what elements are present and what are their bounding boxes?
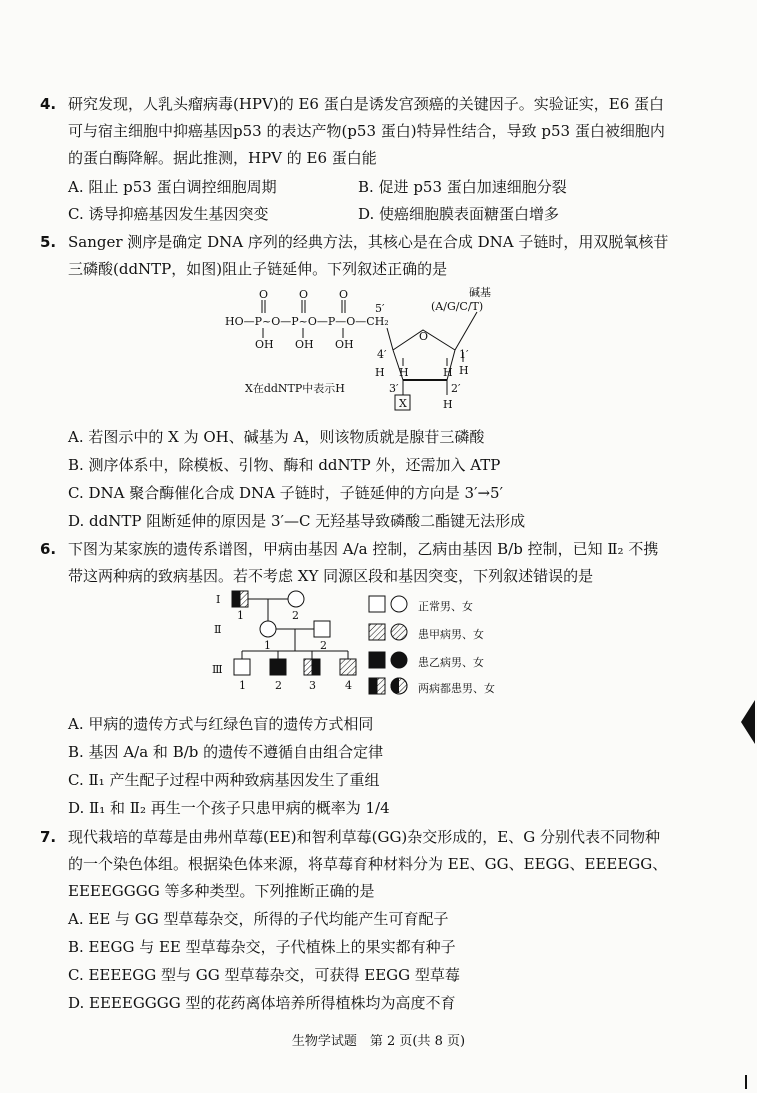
base-label: 碱基	[469, 286, 491, 299]
individual-number: 2	[320, 639, 327, 652]
phosphate-oxygen: O	[339, 288, 349, 301]
question-number: 7.	[40, 828, 57, 846]
question-number: 5.	[40, 233, 57, 251]
option-b: B. 测序体系中，除模板、引物、酶和 ddNTP 外，还需加入 ATP	[68, 456, 501, 474]
option-b: B. EEGG 与 EE 型草莓杂交，子代植株上的果实都有种子	[68, 938, 456, 956]
carbon-3-label: 3′	[389, 382, 399, 395]
option-a: A. 甲病的遗传方式与红绿色盲的遗传方式相同	[68, 715, 374, 733]
individual-number: 2	[292, 609, 299, 622]
individual-number: 4	[345, 679, 352, 692]
binding-arrow-icon	[741, 700, 755, 744]
question-text: 研究发现，人乳头瘤病毒(HPV)的 E6 蛋白是诱发宫颈癌的关键因子。实验证实，E6 蛋白	[68, 95, 665, 113]
x-note: X在ddNTP中表示H	[245, 382, 345, 395]
question-text: 可与宿主细胞中抑癌基因p53 的表达产物(p53 蛋白)特异性结合，导致 p53 蛋白被细胞内	[68, 122, 665, 140]
question-text: EEEEGGGG 等多种类型。下列推断正确的是	[68, 882, 375, 900]
phosphate-chain-formula: HO—P~O—P~O—P—O—CH₂	[225, 315, 389, 328]
individual-number: 1	[264, 639, 271, 652]
legend-normal: 正常男、女	[418, 600, 473, 613]
question-number: 6.	[40, 540, 57, 558]
option-b: B. 促进 p53 蛋白加速细胞分裂	[358, 178, 567, 196]
hydrogen-atom: H	[375, 366, 385, 379]
generation-label: Ⅰ	[216, 593, 221, 606]
hydroxyl-group: OH	[295, 338, 314, 351]
question-text: 现代栽培的草莓是由弗州草莓(EE)和智利草莓(GG)杂交形成的，E、G 分别代表不同物种	[68, 828, 660, 846]
carbon-2-label: 2′	[451, 382, 461, 395]
hydroxyl-group: OH	[335, 338, 354, 351]
option-c: C. 诱导抑癌基因发生基因突变	[68, 205, 269, 223]
individual-number: 3	[309, 679, 316, 692]
hydroxyl-group: OH	[255, 338, 274, 351]
carbon-5-label: 5′	[375, 302, 385, 315]
hydrogen-atom: H	[443, 398, 453, 411]
generation-label: Ⅱ	[214, 623, 222, 636]
option-a: A. 阻止 p53 蛋白调控细胞周期	[68, 178, 277, 196]
carbon-1-label: 1′	[459, 348, 469, 361]
individual-number: 2	[275, 679, 282, 692]
question-text: 带这两种病的致病基因。若不考虑 XY 同源区段和基因突变，下列叙述错误的是	[68, 567, 594, 585]
question-text: 下图为某家族的遗传系谱图，甲病由基因 A/a 控制，乙病由基因 B/b 控制，已知 Ⅱ₂ 不携	[68, 540, 659, 558]
individual-number: 1	[237, 609, 244, 622]
legend-disease-a: 患甲病男、女	[418, 628, 484, 641]
legend-both: 两病都患男、女	[418, 682, 495, 695]
individual-number: 1	[239, 679, 246, 692]
option-c: C. EEEEGG 型与 GG 型草莓杂交，可获得 EEGG 型草莓	[68, 966, 460, 984]
question-number: 4.	[40, 95, 57, 113]
option-d: D. ddNTP 阻断延伸的原因是 3′—C 无羟基导致磷酸二酯键无法形成	[68, 512, 526, 530]
ddntp-structure-diagram	[215, 280, 545, 420]
x-substituent: X	[399, 397, 407, 410]
pedigree-legend-symbols	[368, 593, 412, 703]
ring-oxygen: O	[419, 330, 429, 343]
page-footer: 生物学试题 第 2 页(共 8 页)	[291, 1034, 466, 1049]
carbon-4-label: 4′	[377, 348, 387, 361]
option-d: D. 使癌细胞膜表面糖蛋白增多	[358, 205, 560, 223]
option-d: D. Ⅱ₁ 和 Ⅱ₂ 再生一个孩子只患甲病的概率为 1/4	[68, 799, 390, 817]
option-c: C. Ⅱ₁ 产生配子过程中两种致病基因发生了重组	[68, 771, 380, 789]
option-a: A. 若图示中的 X 为 OH、碱基为 A，则该物质就是腺苷三磷酸	[68, 428, 485, 446]
phosphate-oxygen: O	[259, 288, 269, 301]
hydrogen-atom: H	[459, 364, 469, 377]
pedigree-chart	[210, 585, 370, 710]
phosphate-oxygen: O	[299, 288, 309, 301]
edge-line	[745, 1075, 747, 1089]
option-c: C. DNA 聚合酶催化合成 DNA 子链时，子链延伸的方向是 3′→5′	[68, 484, 503, 502]
question-text: 的一个染色体组。根据染色体来源，将草莓育种材料分为 EE、GG、EEGG、EEEEGG、	[68, 855, 668, 873]
question-text: 三磷酸(ddNTP，如图)阻止子链延伸。下列叙述正确的是	[68, 260, 448, 278]
hydrogen-atom: H	[443, 366, 453, 379]
question-text: Sanger 测序是确定 DNA 序列的经典方法，其核心是在合成 DNA 子链时，用双脱氧核苷	[68, 233, 669, 251]
hydrogen-atom: H	[399, 366, 409, 379]
option-d: D. EEEEGGGG 型的花药离体培养所得植株均为高度不育	[68, 994, 456, 1012]
base-types: (A/G/C/T)	[431, 300, 484, 313]
generation-label: Ⅲ	[212, 663, 223, 676]
legend-disease-b: 患乙病男、女	[418, 656, 484, 669]
option-a: A. EE 与 GG 型草莓杂交，所得的子代均能产生可育配子	[68, 910, 449, 928]
question-text: 的蛋白酶降解。据此推测，HPV 的 E6 蛋白能	[68, 149, 377, 167]
option-b: B. 基因 A/a 和 B/b 的遗传不遵循自由组合定律	[68, 743, 384, 761]
